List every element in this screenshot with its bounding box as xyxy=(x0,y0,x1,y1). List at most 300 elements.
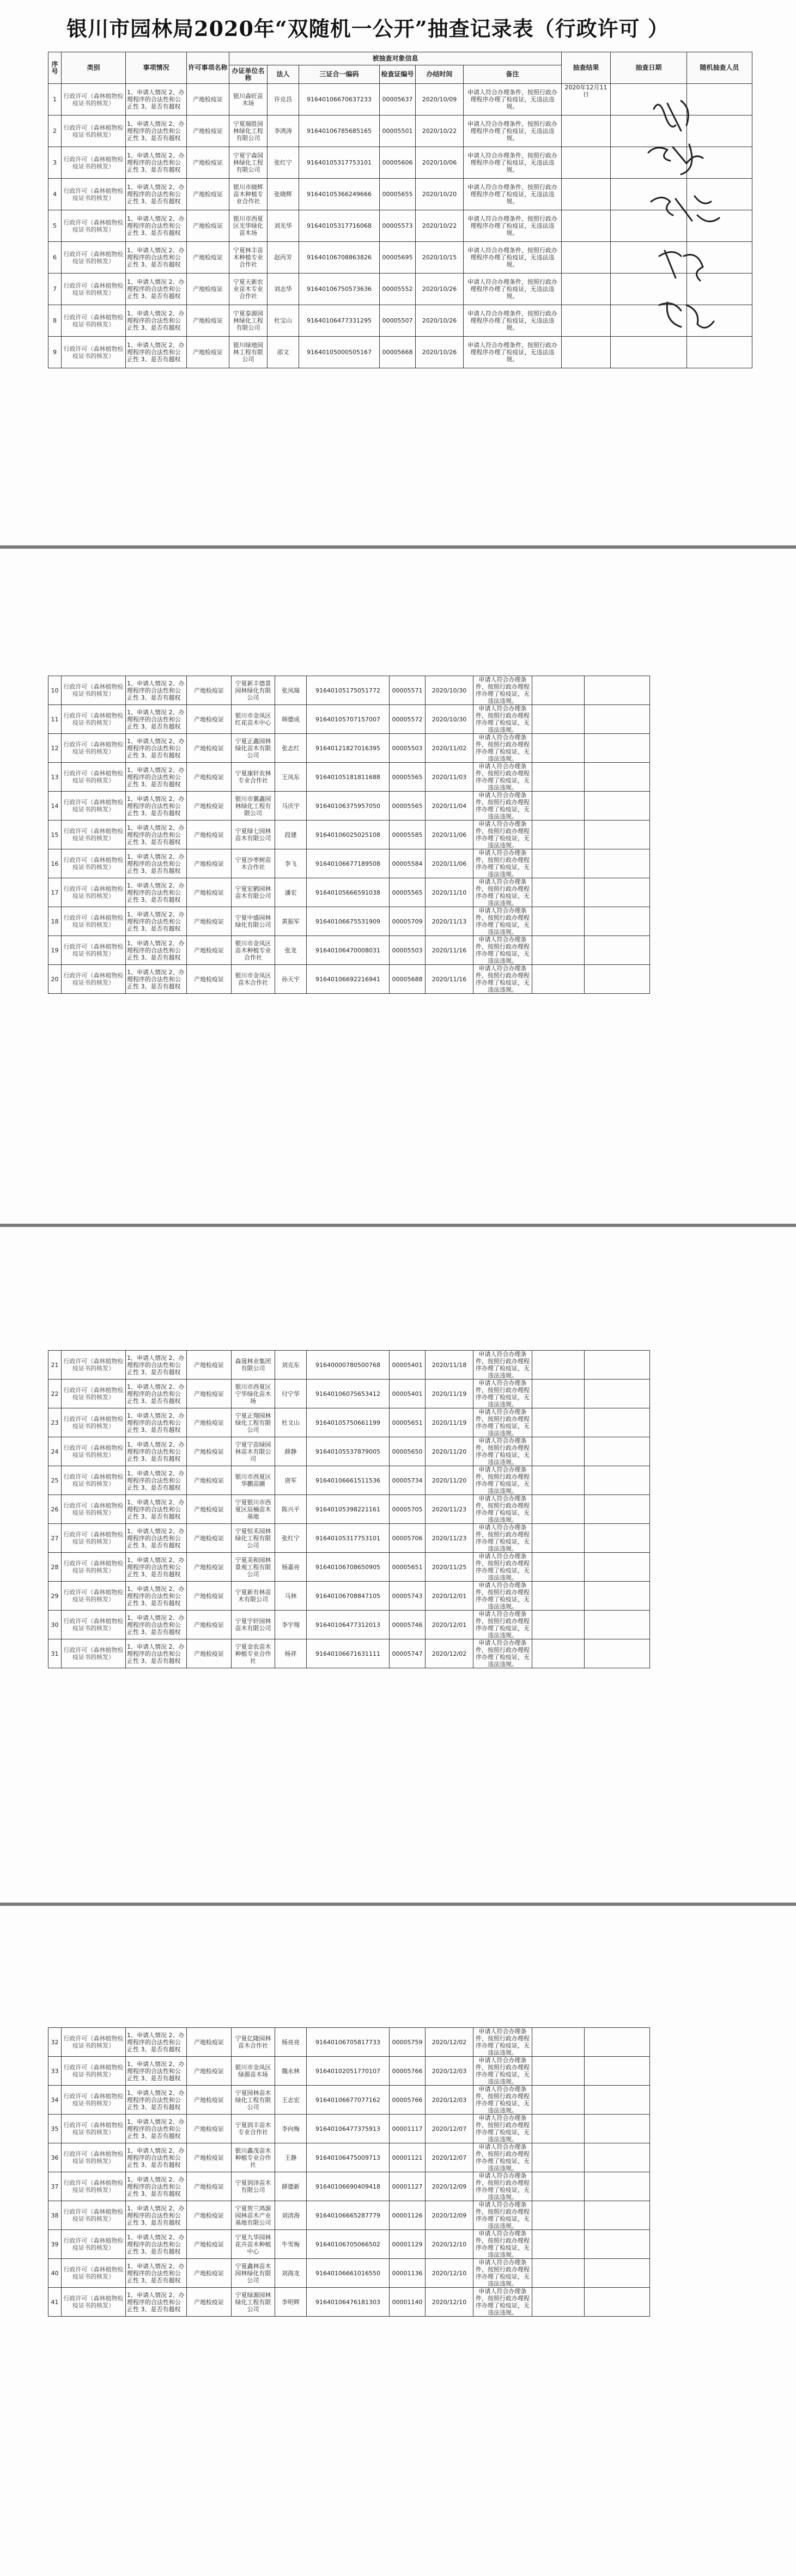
cert-no-cell: 00005695 xyxy=(380,242,416,274)
credit-code-cell: 91640105398221161 xyxy=(307,1495,390,1524)
credit-code-cell: 91640106661016550 xyxy=(307,2259,390,2288)
seq-cell: 6 xyxy=(48,242,62,274)
result-cell: 申请人符合办理条件，按照行政办理程序办理了检疫证，无违法违规。 xyxy=(473,936,532,965)
category-cell: 行政许可（森林植物检疫证书的核发） xyxy=(62,878,126,907)
inspector-cell xyxy=(585,1408,650,1437)
seq-cell: 14 xyxy=(48,792,62,821)
finish-time-cell: 2020/10/30 xyxy=(426,676,473,705)
table-row xyxy=(48,1380,650,1408)
handwritten-signatures xyxy=(643,93,725,349)
header-office: 办证单位名称 xyxy=(229,65,268,84)
credit-code-cell: 91640105750661199 xyxy=(307,1408,390,1437)
inspector-cell xyxy=(585,1351,650,1380)
result-cell: 申请人符合办理条件，按照行政办理程序办理了检疫证，无违法违规。 xyxy=(473,1524,532,1553)
credit-code-cell: 91640106477312013 xyxy=(307,1611,390,1639)
category-cell: 行政许可（森林植物检疫证书的核发） xyxy=(62,2143,126,2172)
finish-time-cell: 2020/12/03 xyxy=(426,2086,473,2115)
cert-no-cell: 00005584 xyxy=(390,849,426,878)
legal-cell: 付宁华 xyxy=(275,1380,307,1408)
result-cell: 申请人符合办理条件，按照行政办理程序办理了检疫证，无违法违规。 xyxy=(473,1437,532,1466)
header-category: 类别 xyxy=(62,52,126,84)
office-cell: 银川森旺苗木场 xyxy=(229,84,268,116)
table-row xyxy=(48,2115,650,2143)
license-cell: 产地检疫证 xyxy=(187,1524,232,1553)
cert-no-cell: 00001129 xyxy=(390,2230,426,2259)
office-cell: 银川市西夏区光华绿化苗木场 xyxy=(229,210,268,242)
license-cell: 产地检疫证 xyxy=(187,792,232,821)
legal-cell: 张晓辉 xyxy=(268,179,299,210)
finish-time-cell: 2020/11/23 xyxy=(426,1524,473,1553)
category-cell: 行政许可（森林植物检疫证书的核发） xyxy=(62,705,126,734)
office-cell: 宁夏正翔园林绿化工程有限公司 xyxy=(232,1408,275,1437)
legal-cell: 张龙 xyxy=(275,936,307,965)
credit-code-cell: 91640105000505167 xyxy=(299,337,380,368)
result-cell: 申请人符合办理条件，按照行政办理程序办理了检疫证，无违法违规。 xyxy=(464,274,562,305)
matter-cell: 1、申请人情况 2、办理程序的合法性和公正性 3、是否有越权 xyxy=(126,907,187,936)
cert-no-cell: 00005651 xyxy=(390,1408,426,1437)
matter-cell: 1、申请人情况 2、办理程序的合法性和公正性 3、是否有越权 xyxy=(126,1639,187,1668)
license-cell: 产地检疫证 xyxy=(187,849,232,878)
result-cell: 申请人符合办理条件，按照行政办理程序办理了检疫证，无违法违规。 xyxy=(473,2230,532,2259)
inspector-cell xyxy=(585,734,650,763)
inspector-cell xyxy=(585,1639,650,1668)
check-date-cell xyxy=(532,2086,585,2115)
seq-cell: 4 xyxy=(48,179,62,210)
finish-time-cell: 2020/11/02 xyxy=(426,734,473,763)
seq-cell: 25 xyxy=(48,1466,62,1495)
license-cell: 产地检疫证 xyxy=(187,2230,232,2259)
matter-cell: 1、申请人情况 2、办理程序的合法性和公正性 3、是否有越权 xyxy=(126,878,187,907)
category-cell: 行政许可（森林植物检疫证书的核发） xyxy=(62,2288,126,2317)
finish-time-cell: 2020/11/03 xyxy=(426,763,473,792)
table-row xyxy=(48,2230,650,2259)
matter-cell: 1、申请人情况 2、办理程序的合法性和公正性 3、是否有越权 xyxy=(126,210,187,242)
result-cell: 申请人符合办理条件，按照行政办理程序办理了检疫证，无违法违规。 xyxy=(473,1408,532,1437)
legal-cell: 刘海龙 xyxy=(275,2259,307,2288)
check-date-cell xyxy=(532,2288,585,2317)
office-cell: 银川鑫茂苗木种植专业合作社 xyxy=(232,2143,275,2172)
credit-code-cell: 91640105175051772 xyxy=(307,676,390,705)
office-cell: 宁夏天新农业苗木专业合作社 xyxy=(229,274,268,305)
check-date-cell xyxy=(532,734,585,763)
license-cell: 产地检疫证 xyxy=(187,1408,232,1437)
inspector-cell xyxy=(585,2115,650,2143)
credit-code-cell: 91640105366249666 xyxy=(299,179,380,210)
result-cell: 申请人符合办理条件，按照行政办理程序办理了检疫证，无违法违规。 xyxy=(473,1495,532,1524)
matter-cell: 1、申请人情况 2、办理程序的合法性和公正性 3、是否有越权 xyxy=(126,274,187,305)
legal-cell: 李向梅 xyxy=(275,2115,307,2143)
matter-cell: 1、申请人情况 2、办理程序的合法性和公正性 3、是否有越权 xyxy=(126,936,187,965)
table-row xyxy=(48,821,650,849)
license-cell: 产地检疫证 xyxy=(187,2086,232,2115)
finish-time-cell: 2020/12/01 xyxy=(426,1582,473,1611)
legal-cell: 李飞 xyxy=(275,849,307,878)
license-cell: 产地检疫证 xyxy=(187,1466,232,1495)
credit-code-cell: 91640106470008031 xyxy=(307,936,390,965)
legal-cell: 张凤瑞 xyxy=(275,676,307,705)
seq-cell: 5 xyxy=(48,210,62,242)
license-cell: 产地检疫证 xyxy=(187,676,232,705)
check-date-cell xyxy=(532,2172,585,2201)
office-cell: 宁夏瑞胜园林绿化工程有限公司 xyxy=(229,116,268,147)
finish-time-cell: 2020/11/16 xyxy=(426,965,473,994)
table-row xyxy=(48,1351,650,1380)
inspection-table-page-4 xyxy=(48,2027,650,2317)
credit-code-cell: 91640105317753101 xyxy=(307,1524,390,1553)
license-cell: 产地检疫证 xyxy=(187,763,232,792)
cert-no-cell: 00005688 xyxy=(390,965,426,994)
seq-cell: 23 xyxy=(48,1408,62,1437)
cert-no-cell: 00005552 xyxy=(380,274,416,305)
table-row xyxy=(48,2028,650,2057)
seq-cell: 38 xyxy=(48,2201,62,2230)
credit-code-cell: 91640106671631111 xyxy=(307,1639,390,1668)
matter-cell: 1、申请人情况 2、办理程序的合法性和公正性 3、是否有越权 xyxy=(126,734,187,763)
result-cell: 申请人符合办理条件，按照行政办理程序办理了检疫证，无违法违规。 xyxy=(473,1380,532,1408)
check-date-cell xyxy=(562,147,611,179)
header-seq: 序号 xyxy=(48,52,62,84)
seq-cell: 31 xyxy=(48,1639,62,1668)
inspection-table-page-2 xyxy=(48,676,650,994)
table-row xyxy=(48,763,650,792)
seq-cell: 40 xyxy=(48,2259,62,2288)
license-cell: 产地检疫证 xyxy=(187,242,229,274)
legal-cell: 刘清海 xyxy=(275,2201,307,2230)
finish-time-cell: 2020/10/09 xyxy=(416,84,464,116)
legal-cell: 刘光华 xyxy=(268,210,299,242)
table-row xyxy=(48,734,650,763)
credit-code-cell: 91640106476181303 xyxy=(307,2288,390,2317)
table-row xyxy=(48,1553,650,1582)
legal-cell: 邵文 xyxy=(268,337,299,368)
office-cell: 宁夏中盛园林绿化有限公司 xyxy=(232,907,275,936)
credit-code-cell: 91640106690409418 xyxy=(307,2172,390,2201)
credit-code-cell: 91640106477375913 xyxy=(307,2115,390,2143)
seq-cell: 28 xyxy=(48,1553,62,1582)
check-date-cell xyxy=(562,179,611,210)
matter-cell: 1、申请人情况 2、办理程序的合法性和公正性 3、是否有越权 xyxy=(126,1408,187,1437)
cert-no-cell: 00001117 xyxy=(390,2115,426,2143)
category-cell: 行政许可（森林植物检疫证书的核发） xyxy=(62,147,126,179)
page-title: 银川市园林局2020年“双随机一公开”抽查记录表（行政许可 ） xyxy=(66,16,669,41)
finish-time-cell: 2020/12/09 xyxy=(426,2201,473,2230)
category-cell: 行政许可（森林植物检疫证书的核发） xyxy=(62,1495,126,1524)
seq-cell: 27 xyxy=(48,1524,62,1553)
check-date-cell: 2020年12月11日 xyxy=(562,84,611,116)
check-date-cell xyxy=(532,2201,585,2230)
table-row xyxy=(48,1524,650,1553)
cert-no-cell: 00005759 xyxy=(390,2028,426,2057)
finish-time-cell: 2020/11/23 xyxy=(426,1495,473,1524)
office-cell: 宁夏金农苗木种植专业合作社 xyxy=(232,1639,275,1668)
legal-cell: 许克昌 xyxy=(268,84,299,116)
finish-time-cell: 2020/11/16 xyxy=(426,936,473,965)
header-group: 被抽查对象信息 xyxy=(229,52,562,65)
seq-cell: 2 xyxy=(48,116,62,147)
table-row xyxy=(48,907,650,936)
result-cell: 申请人符合办理条件，按照行政办理程序办理了检疫证，无违法违规。 xyxy=(464,305,562,337)
cert-no-cell: 00005565 xyxy=(390,878,426,907)
category-cell: 行政许可（森林植物检疫证书的核发） xyxy=(62,305,126,337)
credit-code-cell: 91640106375957050 xyxy=(307,792,390,821)
check-date-cell xyxy=(532,2259,585,2288)
result-cell: 申请人符合办理条件，按照行政办理程序办理了检疫证，无违法违规。 xyxy=(473,965,532,994)
license-cell: 产地检疫证 xyxy=(187,1611,232,1639)
header-matter: 事项情况 xyxy=(126,52,187,84)
office-cell: 宁夏贺兰鸿源园林苗木产业基地有限公司 xyxy=(232,2201,275,2230)
credit-code-cell: 91640106475009713 xyxy=(307,2143,390,2172)
category-cell: 行政许可（森林植物检疫证书的核发） xyxy=(62,1639,126,1668)
category-cell: 行政许可（森林植物检疫证书的核发） xyxy=(62,1437,126,1466)
result-cell: 申请人符合办理条件，按照行政办理程序办理了检疫证，无违法违规。 xyxy=(464,337,562,368)
legal-cell: 李宇翔 xyxy=(275,1611,307,1639)
seq-cell: 39 xyxy=(48,2230,62,2259)
check-date-cell xyxy=(532,1408,585,1437)
inspector-cell xyxy=(585,676,650,705)
credit-code-cell: 91640106075653412 xyxy=(307,1380,390,1408)
license-cell: 产地检疫证 xyxy=(187,2201,232,2230)
matter-cell: 1、申请人情况 2、办理程序的合法性和公正性 3、是否有越权 xyxy=(126,821,187,849)
matter-cell: 1、申请人情况 2、办理程序的合法性和公正性 3、是否有越权 xyxy=(126,2086,187,2115)
credit-code-cell: 91640105537879005 xyxy=(307,1437,390,1466)
seq-cell: 35 xyxy=(48,2115,62,2143)
header-license: 许可事项名称 xyxy=(187,52,229,84)
result-cell: 申请人符合办理条件，按照行政办理程序办理了检疫证，无违法违规。 xyxy=(473,2201,532,2230)
category-cell: 行政许可（森林植物检疫证书的核发） xyxy=(62,1582,126,1611)
finish-time-cell: 2020/12/02 xyxy=(426,1639,473,1668)
finish-time-cell: 2020/12/03 xyxy=(426,2057,473,2086)
header-credit: 三证合一编码 xyxy=(299,65,380,84)
seq-cell: 19 xyxy=(48,936,62,965)
check-date-cell xyxy=(532,1437,585,1466)
seq-cell: 24 xyxy=(48,1437,62,1466)
category-cell: 行政许可（森林植物检疫证书的核发） xyxy=(62,734,126,763)
result-cell: 申请人符合办理条件，按照行政办理程序办理了检疫证，无违法违规。 xyxy=(473,1351,532,1380)
legal-cell: 马庆宇 xyxy=(275,792,307,821)
check-date-cell xyxy=(532,2115,585,2143)
matter-cell: 1、申请人情况 2、办理程序的合法性和公正性 3、是否有越权 xyxy=(126,763,187,792)
table-row xyxy=(48,792,650,821)
result-cell: 申请人符合办理条件，按照行政办理程序办理了检疫证，无违法违规。 xyxy=(473,2259,532,2288)
legal-cell: 潘宏 xyxy=(275,878,307,907)
matter-cell: 1、申请人情况 2、办理程序的合法性和公正性 3、是否有越权 xyxy=(126,2115,187,2143)
inspector-cell xyxy=(585,2028,650,2057)
table-body xyxy=(48,676,650,994)
finish-time-cell: 2020/11/19 xyxy=(426,1408,473,1437)
inspector-cell xyxy=(585,2057,650,2086)
inspector-cell xyxy=(585,936,650,965)
seq-cell: 9 xyxy=(48,337,62,368)
category-cell: 行政许可（森林植物检疫证书的核发） xyxy=(62,1524,126,1553)
license-cell: 产地检疫证 xyxy=(187,1553,232,1582)
matter-cell: 1、申请人情况 2、办理程序的合法性和公正性 3、是否有越权 xyxy=(126,1524,187,1553)
credit-code-cell: 91640105317753101 xyxy=(299,147,380,179)
matter-cell: 1、申请人情况 2、办理程序的合法性和公正性 3、是否有越权 xyxy=(126,2201,187,2230)
credit-code-cell: 91640106692216941 xyxy=(307,965,390,994)
office-cell: 银川市金凤区苗木合作社 xyxy=(232,965,275,994)
table-row xyxy=(48,2086,650,2115)
cert-no-cell: 00005747 xyxy=(390,1639,426,1668)
result-cell: 申请人符合办理条件，按照行政办理程序办理了检疫证，无违法违规。 xyxy=(473,1553,532,1582)
inspector-cell xyxy=(585,1380,650,1408)
credit-code-cell: 91640106477331295 xyxy=(299,305,380,337)
result-cell: 申请人符合办理条件，按照行政办理程序办理了检疫证，无违法违规。 xyxy=(464,179,562,210)
matter-cell: 1、申请人情况 2、办理程序的合法性和公正性 3、是否有越权 xyxy=(126,2288,187,2317)
table-row xyxy=(48,1408,650,1437)
result-cell: 申请人符合办理条件，按照行政办理程序办理了检疫证，无违法违规。 xyxy=(464,210,562,242)
office-cell: 宁夏润丰苗木专业合作社 xyxy=(232,2115,275,2143)
inspector-cell xyxy=(585,1495,650,1524)
cert-no-cell: 00005401 xyxy=(390,1380,426,1408)
finish-time-cell: 2020/12/02 xyxy=(426,2028,473,2057)
seq-cell: 22 xyxy=(48,1380,62,1408)
office-cell: 宁夏宁森园林绿化工程有限公司 xyxy=(229,147,268,179)
check-date-cell xyxy=(532,2143,585,2172)
cert-no-cell: 00001127 xyxy=(390,2172,426,2201)
matter-cell: 1、申请人情况 2、办理程序的合法性和公正性 3、是否有越权 xyxy=(126,849,187,878)
category-cell: 行政许可（森林植物检疫证书的核发） xyxy=(62,849,126,878)
inspector-cell xyxy=(585,1466,650,1495)
seq-cell: 3 xyxy=(48,147,62,179)
seq-cell: 1 xyxy=(48,84,62,116)
license-cell: 产地检疫证 xyxy=(187,2057,232,2086)
credit-code-cell: 91640106025025108 xyxy=(307,821,390,849)
credit-code-cell: 91640106708863826 xyxy=(299,242,380,274)
table-header-row xyxy=(48,52,752,65)
matter-cell: 1、申请人情况 2、办理程序的合法性和公正性 3、是否有越权 xyxy=(126,2230,187,2259)
category-cell: 行政许可（森林植物检疫证书的核发） xyxy=(62,821,126,849)
matter-cell: 1、申请人情况 2、办理程序的合法性和公正性 3、是否有越权 xyxy=(126,792,187,821)
legal-cell: 唐军 xyxy=(275,1466,307,1495)
finish-time-cell: 2020/12/10 xyxy=(426,2288,473,2317)
check-date-cell xyxy=(532,821,585,849)
office-cell: 宁夏宏鹤园林苗木有限公司 xyxy=(232,878,275,907)
license-cell: 产地检疫证 xyxy=(187,274,229,305)
license-cell: 产地检疫证 xyxy=(187,878,232,907)
license-cell: 产地检疫证 xyxy=(187,2143,232,2172)
table-row xyxy=(48,2288,650,2317)
check-date-cell xyxy=(532,2230,585,2259)
cert-no-cell: 00005766 xyxy=(390,2057,426,2086)
check-date-cell xyxy=(532,1495,585,1524)
matter-cell: 1、申请人情况 2、办理程序的合法性和公正性 3、是否有越权 xyxy=(126,965,187,994)
legal-cell: 张红宁 xyxy=(275,1524,307,1553)
check-date-cell xyxy=(532,965,585,994)
seq-cell: 36 xyxy=(48,2143,62,2172)
legal-cell: 张志红 xyxy=(275,734,307,763)
legal-cell: 牛雪梅 xyxy=(275,2230,307,2259)
result-cell: 申请人符合办理条件，按照行政办理程序办理了检疫证，无违法违规。 xyxy=(464,84,562,116)
result-cell: 申请人符合办理条件，按照行政办理程序办理了检疫证，无违法违规。 xyxy=(464,242,562,274)
legal-cell: 王凤东 xyxy=(275,763,307,792)
credit-code-cell: 91640121827016395 xyxy=(307,734,390,763)
credit-code-cell: 91640105707157007 xyxy=(307,705,390,734)
matter-cell: 1、申请人情况 2、办理程序的合法性和公正性 3、是否有越权 xyxy=(126,116,187,147)
license-cell: 产地检疫证 xyxy=(187,179,229,210)
cert-no-cell: 00005572 xyxy=(390,705,426,734)
result-cell: 申请人符合办理条件，按照行政办理程序办理了检疫证，无违法违规。 xyxy=(473,1582,532,1611)
matter-cell: 1、申请人情况 2、办理程序的合法性和公正性 3、是否有越权 xyxy=(126,1582,187,1611)
matter-cell: 1、申请人情况 2、办理程序的合法性和公正性 3、是否有越权 xyxy=(126,705,187,734)
credit-code-cell: 91640106661511536 xyxy=(307,1466,390,1495)
category-cell: 行政许可（森林植物检疫证书的核发） xyxy=(62,242,126,274)
credit-code-cell: 91640106677077162 xyxy=(307,2086,390,2115)
category-cell: 行政许可（森林植物检疫证书的核发） xyxy=(62,2086,126,2115)
result-cell: 申请人符合办理条件，按照行政办理程序办理了检疫证，无违法违规。 xyxy=(473,1639,532,1668)
office-cell: 银川市晓辉苗木种植专业合作社 xyxy=(229,179,268,210)
seq-cell: 13 xyxy=(48,763,62,792)
category-cell: 行政许可（森林植物检疫证书的核发） xyxy=(62,1408,126,1437)
office-cell: 宁夏润泽苗木有限公司 xyxy=(232,2172,275,2201)
inspector-cell xyxy=(585,792,650,821)
inspector-cell xyxy=(585,821,650,849)
license-cell: 产地检疫证 xyxy=(187,705,232,734)
cert-no-cell: 00001140 xyxy=(390,2288,426,2317)
check-date-cell xyxy=(562,337,611,368)
check-date-cell xyxy=(562,274,611,305)
seq-cell: 29 xyxy=(48,1582,62,1611)
credit-code-cell: 91640106705817733 xyxy=(307,2028,390,2057)
table-row xyxy=(48,2259,650,2288)
credit-code-cell: 91640106675531909 xyxy=(307,907,390,936)
seq-cell: 33 xyxy=(48,2057,62,2086)
seq-cell: 8 xyxy=(48,305,62,337)
legal-cell: 刘志华 xyxy=(268,274,299,305)
inspector-cell xyxy=(585,2143,650,2172)
category-cell: 行政许可（森林植物检疫证书的核发） xyxy=(62,2201,126,2230)
license-cell: 产地检疫证 xyxy=(187,821,232,849)
table-row xyxy=(48,705,650,734)
finish-time-cell: 2020/12/07 xyxy=(426,2143,473,2172)
matter-cell: 1、申请人情况 2、办理程序的合法性和公正性 3、是否有越权 xyxy=(126,305,187,337)
check-date-cell xyxy=(532,1466,585,1495)
page-2 xyxy=(0,549,796,1224)
license-cell: 产地检疫证 xyxy=(187,2172,232,2201)
check-date-cell xyxy=(532,1524,585,1553)
license-cell: 产地检疫证 xyxy=(187,210,229,242)
office-cell: 宁夏绿七园林苗木有限公司 xyxy=(232,821,275,849)
matter-cell: 1、申请人情况 2、办理程序的合法性和公正性 3、是否有越权 xyxy=(126,84,187,116)
matter-cell: 1、申请人情况 2、办理程序的合法性和公正性 3、是否有越权 xyxy=(126,2028,187,2057)
category-cell: 行政许可（森林植物检疫证书的核发） xyxy=(62,2172,126,2201)
cert-no-cell: 00005606 xyxy=(380,147,416,179)
office-cell: 宁夏九华园林花卉苗木种植中心 xyxy=(232,2230,275,2259)
header-time: 办结时间 xyxy=(416,65,464,84)
inspector-cell xyxy=(585,965,650,994)
legal-cell: 魏永林 xyxy=(275,2057,307,2086)
category-cell: 行政许可（森林植物检疫证书的核发） xyxy=(62,907,126,936)
inspector-cell xyxy=(585,2230,650,2259)
seq-cell: 41 xyxy=(48,2288,62,2317)
category-cell: 行政许可（森林植物检疫证书的核发） xyxy=(62,337,126,368)
seq-cell: 30 xyxy=(48,1611,62,1639)
check-date-cell xyxy=(532,936,585,965)
check-date-cell xyxy=(562,116,611,147)
office-cell: 银川市翼鑫园林绿化工程有限公司 xyxy=(232,792,275,821)
cert-no-cell: 00005734 xyxy=(390,1466,426,1495)
credit-code-cell: 91640106708847105 xyxy=(307,1582,390,1611)
result-cell: 申请人符合办理条件，按照行政办理程序办理了检疫证，无违法违规。 xyxy=(464,147,562,179)
cert-no-cell: 00005501 xyxy=(380,116,416,147)
credit-code-cell: 91640106670637233 xyxy=(299,84,380,116)
check-date-cell xyxy=(532,1611,585,1639)
finish-time-cell: 2020/11/06 xyxy=(426,849,473,878)
table-row xyxy=(48,2143,650,2172)
table-row xyxy=(48,936,650,965)
inspector-cell xyxy=(585,849,650,878)
finish-time-cell: 2020/12/01 xyxy=(426,1611,473,1639)
seq-cell: 21 xyxy=(48,1351,62,1380)
